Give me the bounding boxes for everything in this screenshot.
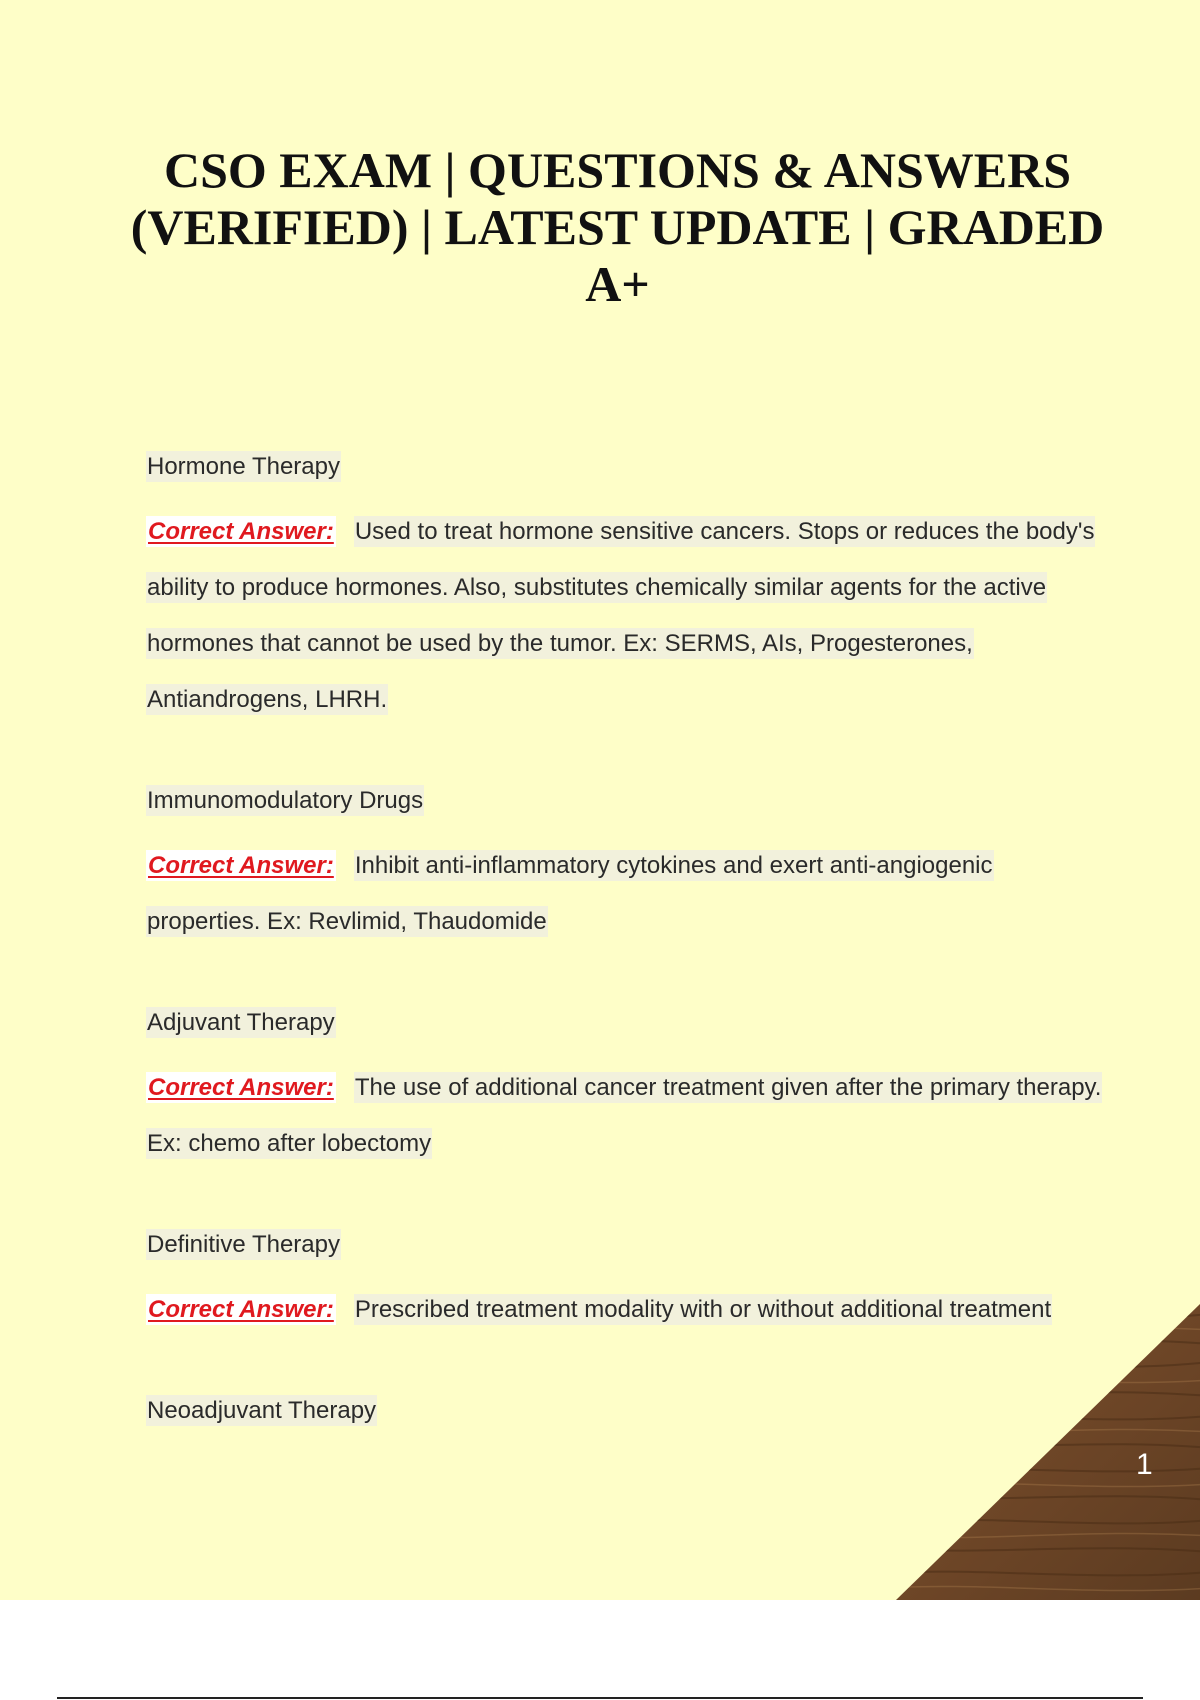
- qa-item: [146, 782, 1106, 950]
- answer-label: Correct Answer:: [148, 1074, 334, 1101]
- answer-label: Correct Answer:: [148, 1296, 334, 1323]
- question-text: Hormone Therapy: [147, 453, 340, 480]
- question-text: Definitive Therapy: [147, 1231, 340, 1258]
- page-number: 1: [1136, 1448, 1153, 1481]
- answer-block: [146, 1282, 1106, 1338]
- answer-text: The use of additional cancer treatment given after the primary therapy. Ex: chemo after lobectomy: [147, 1074, 1102, 1157]
- footer-divider: [57, 1697, 1143, 1699]
- answer-block: [146, 1060, 1106, 1172]
- answer-block: [146, 838, 1106, 950]
- qa-item: [146, 448, 1106, 728]
- question-text: Adjuvant Therapy: [147, 1009, 335, 1036]
- question-text: Immunomodulatory Drugs: [147, 787, 424, 814]
- answer-text: Prescribed treatment modality with or without additional treatment: [354, 1296, 1052, 1323]
- qa-item: [146, 1392, 1106, 1430]
- qa-item: [146, 1226, 1106, 1338]
- answer-block: [146, 504, 1106, 728]
- qa-item: [146, 1004, 1106, 1172]
- answer-text: Inhibit anti-inflammatory cytokines and exert anti-angiogenic properties. Ex: Revlimid, Thaudomide: [147, 852, 993, 935]
- answer-text: Used to treat hormone sensitive cancers. Stops or reduces the body's ability to produce hormones. Also, substitutes chemically similar agents for the active hormones that cannot be used by the tumor. Ex: SERMS, AIs, Progesterones, Antiandrogens, LHRH.: [147, 518, 1095, 713]
- qa-list: [146, 448, 1106, 1484]
- title-line-3: A+: [585, 256, 650, 312]
- question-text: Neoadjuvant Therapy: [147, 1397, 377, 1424]
- title-line-2: (VERIFIED) | LATEST UPDATE | GRADED: [130, 199, 1105, 255]
- answer-label: Correct Answer:: [148, 518, 334, 545]
- answer-label: Correct Answer:: [148, 852, 334, 879]
- title-line-1: CSO EXAM | QUESTIONS & ANSWERS: [163, 142, 1072, 198]
